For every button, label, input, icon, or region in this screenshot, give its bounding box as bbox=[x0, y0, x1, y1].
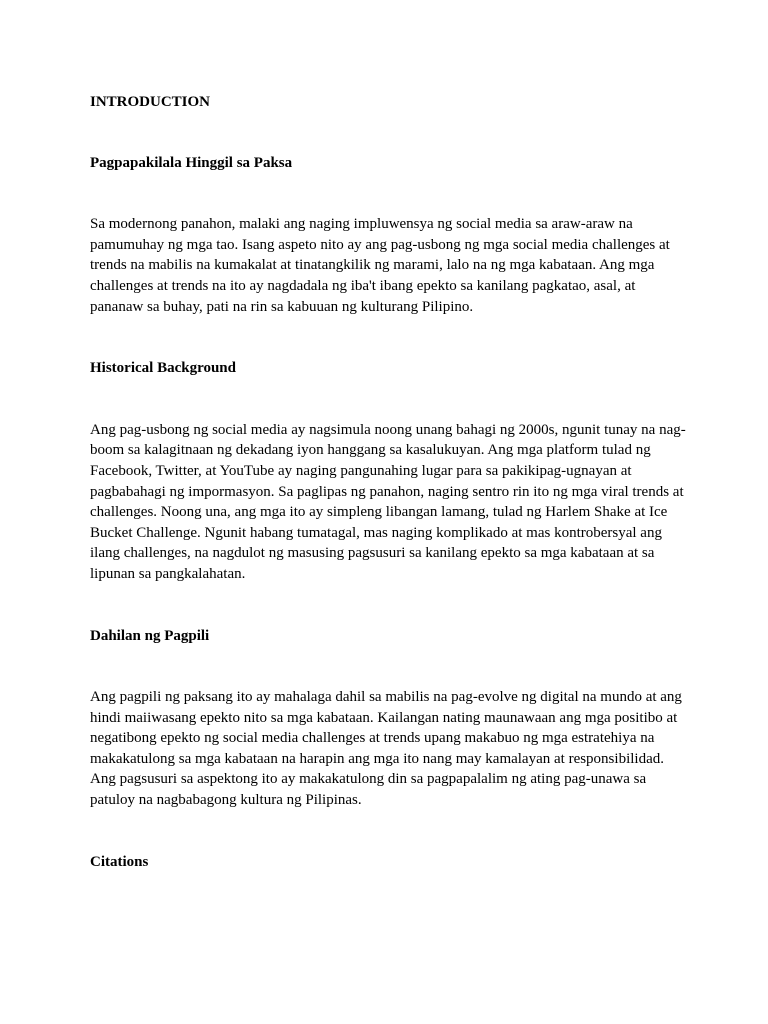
section-heading-pagpapakilala: Pagpapakilala Hinggil sa Paksa bbox=[90, 154, 293, 171]
section-paragraph-dahilan-ng-pagpili: Ang pagpili ng paksang ito ay mahalaga dahil sa mabilis na pag-evolve ng digital na mundo at ang hindi maiiwasang epekto nito sa mga kabataan. Kailangan nating maunawaan ang mga positibo at negatibong epekto ng social media challenges at trends upang makabuo ng mga estratehiya na makakatulong sa mga kabataan na harapin ang mga ito nang may kamalayan at responsibilidad. Ang pagsusuri sa aspektong ito ay makakatulong din sa pagpapalalim ng ating pag-unawa sa patuloy na nagbabagong kultura ng Pilipinas. bbox=[90, 689, 682, 809]
section-paragraph-pagpapakilala: Sa modernong panahon, malaki ang naging impluwensya ng social media sa araw-araw na pamumuhay ng mga tao. Isang aspeto nito ay ang pag-usbong ng mga social media challenges at trends na mabilis na kumakalat at tinatangkilik ng marami, lalo na ng mga kabataan. Ang mga challenges at trends na ito ay nagdadala ng iba't ibang epekto sa kanilang pagkatao, asal, at pananaw sa buhay, pati na rin sa kabuuan ng kulturang Pilipino. bbox=[90, 216, 670, 315]
document-body bbox=[90, 92, 690, 872]
section-heading-citations: Citations bbox=[90, 853, 149, 870]
section-heading-dahilan-ng-pagpili: Dahilan ng Pagpili bbox=[90, 627, 210, 644]
document-title: INTRODUCTION bbox=[90, 94, 211, 110]
section-heading-historical-background: Historical Background bbox=[90, 360, 236, 377]
section-paragraph-historical-background: Ang pag-usbong ng social media ay nagsimula noong unang bahagi ng 2000s, ngunit tunay na nag-boom sa kalagitnaan ng dekadang iyon hanggang sa kasalukuyan. Ang mga platform tulad ng Facebook, Twitter, at YouTube ay naging pangunahing lugar para sa pakikipag-ugnayan at pagbabahagi ng impormasyon. Sa paglipas ng panahon, naging sentro rin ito ng mga viral trends at challenges. Noong una, ang mga ito ay simpleng libangan lamang, tulad ng Harlem Shake at Ice Bucket Challenge. Ngunit habang tumatagal, mas naging komplikado at mas kontrobersyal ang ilang challenges, na nagdulot ng masusing pagsusuri sa kanilang epekto sa mga kabataan at sa lipunan sa pangkalahatan. bbox=[90, 421, 686, 582]
